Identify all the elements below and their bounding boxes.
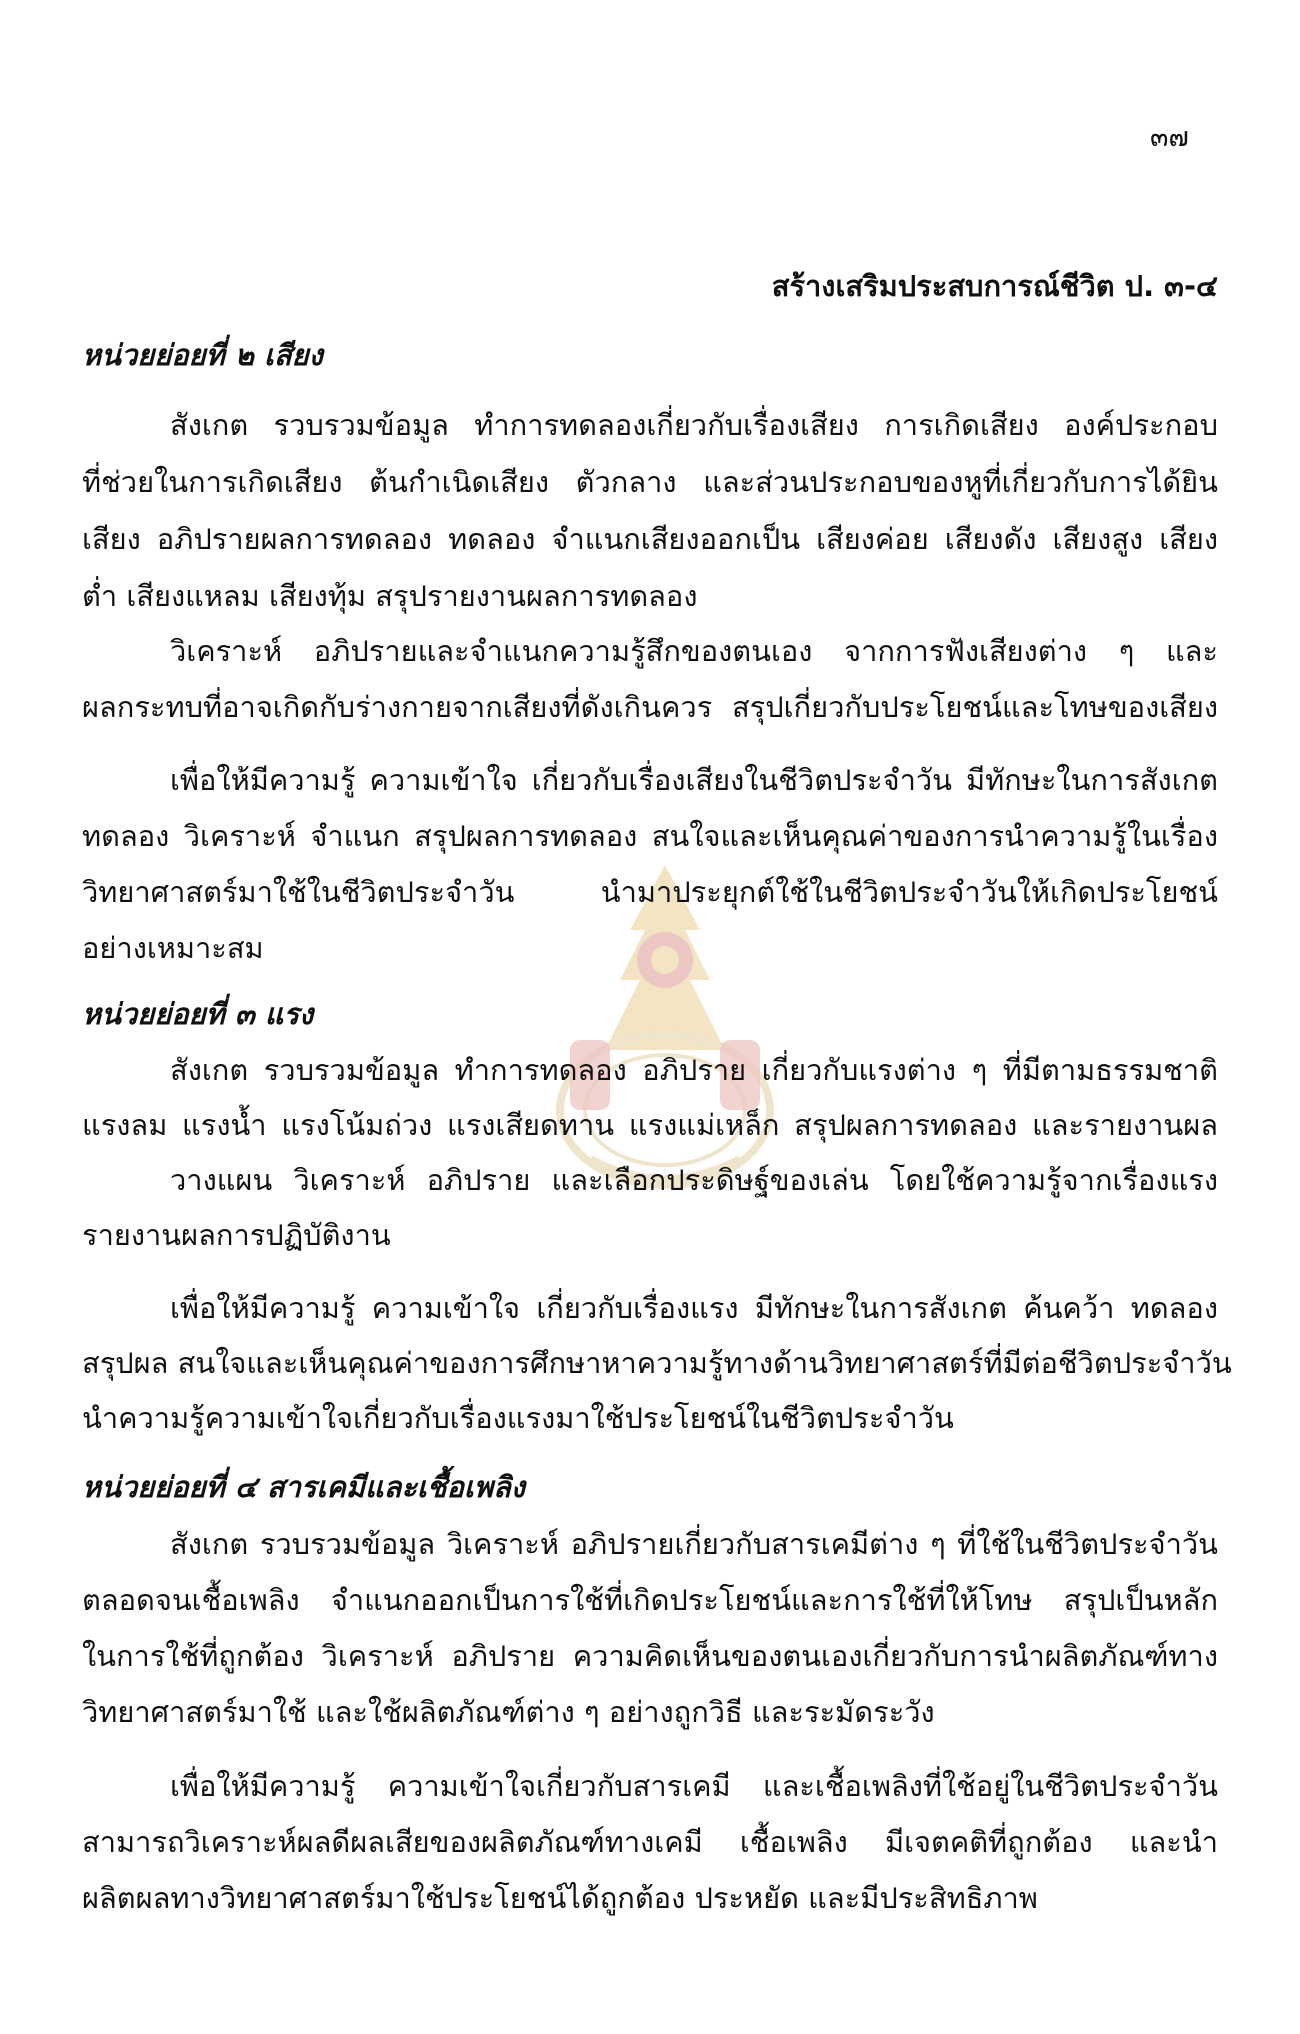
body-line: สังเกต รวบรวมข้อมูล วิเคราะห์ อภิปรายเกี่ยวกับสารเคมีต่าง ๆ ที่ใช้ในชีวิตประจำวัน bbox=[170, 1527, 1218, 1561]
body-line: เสียง อภิปรายผลการทดลอง ทดลอง จำแนกเสียงออกเป็น เสียงค่อย เสียงดัง เสียงสูง เสียง bbox=[82, 522, 1218, 556]
body-line: เพื่อให้มีความรู้ ความเข้าใจ เกี่ยวกับเรื่องเสียงในชีวิตประจำวัน มีทักษะในการสังเกต bbox=[170, 763, 1218, 797]
body-line: วิทยาศาสตร์มาใช้ และใช้ผลิตภัณฑ์ต่าง ๆ อย่างถูกวิธี และระมัดระวัง bbox=[82, 1695, 935, 1729]
body-line: วิทยาศาสตร์มาใช้ในชีวิตประจำวัน นำมาประยุกต์ใช้ในชีวิตประจำวันให้เกิดประโยชน์ bbox=[82, 875, 1218, 909]
body-line: เพื่อให้มีความรู้ ความเข้าใจเกี่ยวกับสารเคมี และเชื้อเพลิงที่ใช้อยู่ในชีวิตประจำวัน bbox=[170, 1769, 1218, 1803]
section-heading: หน่วยย่อยที่ ๔ สารเคมีและเชื้อเพลิง bbox=[82, 1470, 525, 1504]
header-title: สร้างเสริมประสบการณ์ชีวิต ป. ๓-๔ bbox=[771, 269, 1218, 303]
body-line: รายงานผลการปฏิบัติงาน bbox=[82, 1218, 391, 1252]
body-line: นำความรู้ความเข้าใจเกี่ยวกับเรื่องแรงมาใช้ประโยชน์ในชีวิตประจำวัน bbox=[82, 1401, 954, 1435]
body-line: ผลิตผลทางวิทยาศาสตร์มาใช้ประโยชน์ได้ถูกต้อง ประหยัด และมีประสิทธิภาพ bbox=[82, 1881, 1038, 1915]
section-heading: หน่วยย่อยที่ ๒ เสียง bbox=[82, 338, 323, 372]
section-heading: หน่วยย่อยที่ ๓ แรง bbox=[82, 997, 314, 1031]
body-line: สรุปผล สนใจและเห็นคุณค่าของการศึกษาหาความรู้ทางด้านวิทยาศาสตร์ที่มีต่อชีวิตประจำวัน bbox=[82, 1346, 1232, 1380]
body-line: ที่ช่วยในการเกิดเสียง ต้นกำเนิดเสียง ตัวกลาง และส่วนประกอบของหูที่เกี่ยวกับการได้ยิน bbox=[82, 465, 1218, 499]
body-line: สังเกต รวบรวมข้อมูล ทำการทดลอง อภิปราย เกี่ยวกับแรงต่าง ๆ ที่มีตามธรรมชาติ bbox=[170, 1053, 1218, 1087]
body-line: แรงลม แรงน้ำ แรงโน้มถ่วง แรงเสียดทาน แรงแม่เหล็ก สรุปผลการทดลอง และรายงานผล bbox=[82, 1108, 1218, 1142]
body-line: ในการใช้ที่ถูกต้อง วิเคราะห์ อภิปราย ความคิดเห็นของตนเองเกี่ยวกับการนำผลิตภัณฑ์ทาง bbox=[82, 1639, 1218, 1673]
body-line: ต่ำ เสียงแหลม เสียงทุ้ม สรุปรายงานผลการทดลอง bbox=[82, 579, 698, 613]
page-number: ๓๗ bbox=[1150, 122, 1189, 153]
body-line: ผลกระทบที่อาจเกิดกับร่างกายจากเสียงที่ดังเกินควร สรุปเกี่ยวกับประโยชน์และโทษของเสียง bbox=[82, 690, 1218, 724]
body-line: เพื่อให้มีความรู้ ความเข้าใจ เกี่ยวกับเรื่องแรง มีทักษะในการสังเกต ค้นคว้า ทดลอง bbox=[170, 1291, 1218, 1325]
body-line: วางแผน วิเคราะห์ อภิปราย และเลือกประดิษฐ์ของเล่น โดยใช้ความรู้จากเรื่องแรง bbox=[170, 1163, 1218, 1197]
body-line: อย่างเหมาะสม bbox=[82, 931, 264, 965]
body-line: วิเคราะห์ อภิปรายและจำแนกความรู้สึกของตนเอง จากการฟังเสียงต่าง ๆ และ bbox=[170, 634, 1218, 668]
body-line: ตลอดจนเชื้อเพลิง จำแนกออกเป็นการใช้ที่เกิดประโยชน์และการใช้ที่ให้โทษ สรุปเป็นหลัก bbox=[82, 1583, 1218, 1617]
body-line: สังเกต รวบรวมข้อมูล ทำการทดลองเกี่ยวกับเรื่องเสียง การเกิดเสียง องค์ประกอบ bbox=[170, 408, 1218, 442]
body-line: ทดลอง วิเคราะห์ จำแนก สรุปผลการทดลอง สนใจและเห็นคุณค่าของการนำความรู้ในเรื่อง bbox=[82, 819, 1218, 853]
body-line: สามารถวิเคราะห์ผลดีผลเสียของผลิตภัณฑ์ทางเคมี เชื้อเพลิง มีเจตคติที่ถูกต้อง และนำ bbox=[82, 1825, 1218, 1859]
